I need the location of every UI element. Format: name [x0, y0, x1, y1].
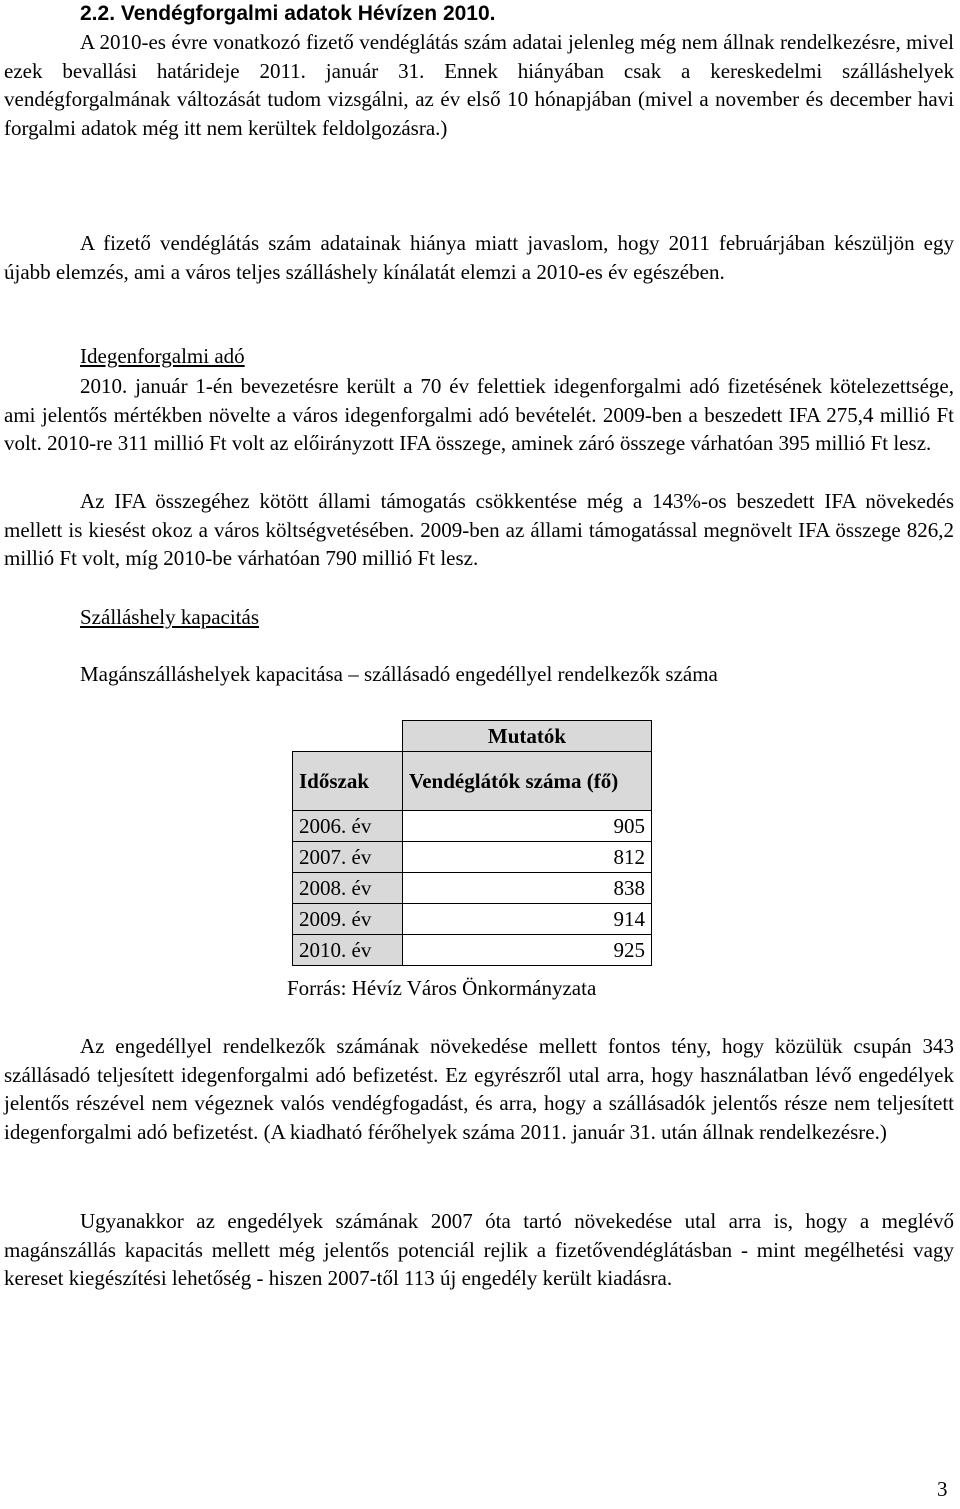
value-cell: 812	[403, 842, 652, 873]
paragraph-engedelyek: Az engedéllyel rendelkezők számának növekedése mellett fontos tény, hogy közülük csupán 343 szállásadó teljesített idegenforgalmi adó befizetést. Ez egyrészről utal arra, hogy használatban lévő engedélyek jelentős részével nem végeznek valós vendégfogadást, és arra, hogy a szállásadók jelentős része nem teljesített idegenforgalmi adó befizetést. (A kiadható férőhelyek száma 2011. január 31. után állnak rendelkezésre.)	[4, 1034, 954, 1145]
page-number: 3	[937, 1477, 948, 1501]
table-row	[293, 842, 652, 873]
table-source: Forrás: Hévíz Város Önkormányzata	[287, 976, 597, 1000]
period-cell: 2006. év	[293, 811, 403, 842]
period-cell: 2008. év	[293, 873, 403, 904]
paragraph-ifa-2010: 2010. január 1-én bevezetésre került a 70 év felettiek idegenforgalmi adó fizetésének kötelezettsége, ami jelentős mértékben növelte a város idegenforgalmi adó bevételét. 2009-ben a beszedett IFA 275,4 millió Ft volt. 2010-re 311 millió Ft volt az előirányzott IFA összege, aminek záró összege várhatóan 395 millió Ft lesz.	[4, 374, 954, 456]
table-row	[293, 873, 652, 904]
period-cell: 2010. év	[293, 935, 403, 966]
header-vendeglatok: Vendéglátók száma (fő)	[403, 752, 652, 811]
szallashely-kapacitas-title: Szálláshely kapacitás	[80, 605, 260, 629]
paragraph-ifa-intro: A 2010-es évre vonatkozó fizető vendéglátás szám adatai jelenleg még nem állnak rendelkezésre, mivel ezek bevallási határideje 2011. január 31. Ennek hiányában csak a kereskedelmi szálláshelyek vendégforgalmának változását tudom vizsgálni, az év első 10 hónapjában (mivel a november és december havi forgalmi adatok még itt nem kerültek feldolgozásra.)	[4, 30, 954, 141]
period-cell: 2007. év	[293, 842, 403, 873]
value-cell: 838	[403, 873, 652, 904]
table-row	[293, 904, 652, 935]
value-cell: 905	[403, 811, 652, 842]
idegenforgalmi-ado-title: Idegenforgalmi adó	[80, 344, 245, 368]
section-heading: 2.2. Vendégforgalmi adatok Hévízen 2010.	[80, 2, 496, 25]
header-idoszak: Időszak	[293, 752, 403, 811]
vendeglatok-table	[292, 720, 652, 966]
paragraph-potencial: Ugyanakkor az engedélyek számának 2007 óta tartó növekedése utal arra is, hogy a meglévő magánszállás kapacitás mellett még jelentős potenciál rejlik a fizetővendéglátásban - mint megélhetési vagy kereset kiegészítési lehetőség - hiszen 2007-től 113 új engedély került kiadásra.	[4, 1209, 954, 1291]
table-row	[293, 811, 652, 842]
period-cell: 2009. év	[293, 904, 403, 935]
value-cell: 914	[403, 904, 652, 935]
table-row	[293, 935, 652, 966]
header-mutatok: Mutatók	[403, 721, 652, 752]
magan-szallas-title: Magánszálláshelyek kapacitása – szállásadó engedéllyel rendelkezők száma	[80, 662, 718, 686]
paragraph-ifa-support: Az IFA összegéhez kötött állami támogatás csökkentése még a 143%-os beszedett IFA növekedés mellett is kiesést okoz a város költségvetésében. 2009-ben az állami támogatással megnövelt IFA összege 826,2 millió Ft volt, míg 2010-be várhatóan 790 millió Ft lesz.	[4, 489, 954, 571]
value-cell: 925	[403, 935, 652, 966]
paragraph-proposal: A fizető vendéglátás szám adatainak hiánya miatt javaslom, hogy 2011 februárjában készüljön egy újabb elemzés, ami a város teljes szálláshely kínálatát elemzi a 2010-es év egészében.	[4, 231, 954, 284]
